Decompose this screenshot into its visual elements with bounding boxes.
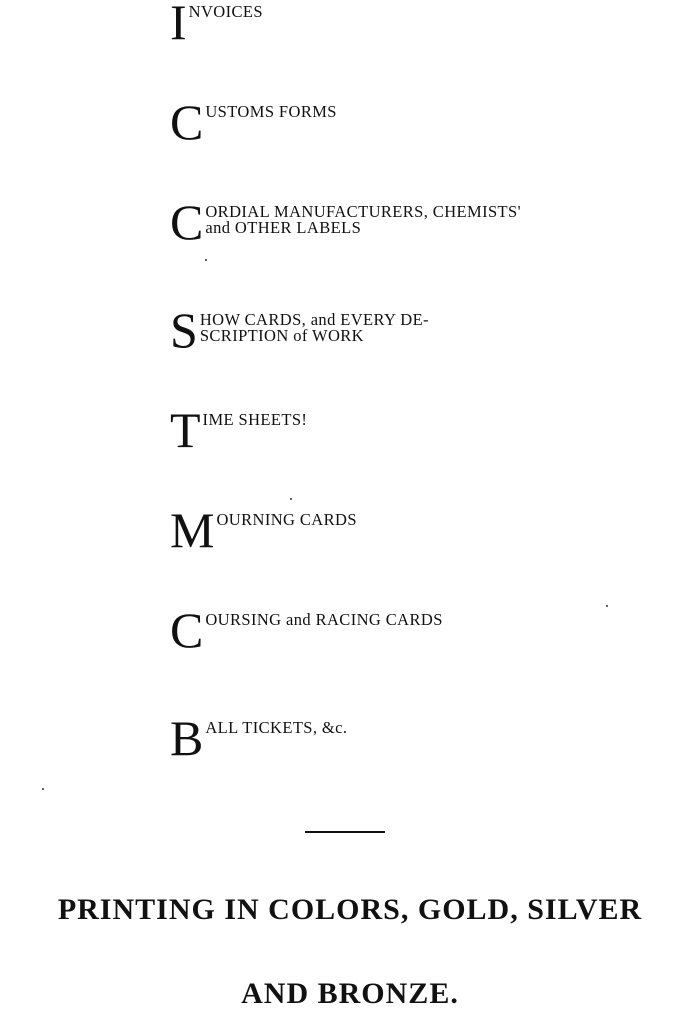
drop-initial: I [170,0,187,50]
entry-invoices [170,0,690,50]
footer-line-2: AND BRONZE. [241,977,459,1010]
drop-initial: C [170,94,204,150]
entry-text-continued: and OTHER LABELS [205,217,362,237]
print-speck [42,788,44,790]
entry-text: ALL TICKETS, &c. [205,718,348,737]
entry-text: OURNING CARDS [216,510,357,529]
entry-text: NVOICES [188,2,263,21]
entry-text: ORDIAL MANUFACTURERS, CHEMISTS' [205,202,521,221]
drop-initial: B [170,710,204,766]
footer-line-1: PRINTING IN COLORS, GOLD, SILVER [57,893,643,926]
drop-initial: S [170,302,198,358]
print-speck [606,605,608,607]
entry-text: IME SHEETS! [202,410,308,429]
entry-cordial-labels [170,194,690,250]
entry-show-cards [170,302,690,358]
print-speck [205,259,207,261]
entry-text: USTOMS FORMS [205,102,337,121]
entry-customs-forms [170,94,690,150]
entry-text: HOW CARDS, and EVERY DE- [199,310,429,329]
print-speck [290,498,292,500]
entry-text-continued: SCRIPTION of WORK [199,325,364,345]
drop-initial: M [170,502,215,558]
entry-ball-tickets [170,710,690,766]
entry-coursing-racing-cards [170,602,690,658]
drop-initial: T [170,402,201,458]
divider-rule [305,831,385,833]
entry-text: OURSING and RACING CARDS [205,610,443,629]
drop-initial: C [170,194,204,250]
drop-initial: C [170,602,204,658]
entry-mourning-cards [170,502,690,558]
entry-time-sheets [170,402,690,458]
